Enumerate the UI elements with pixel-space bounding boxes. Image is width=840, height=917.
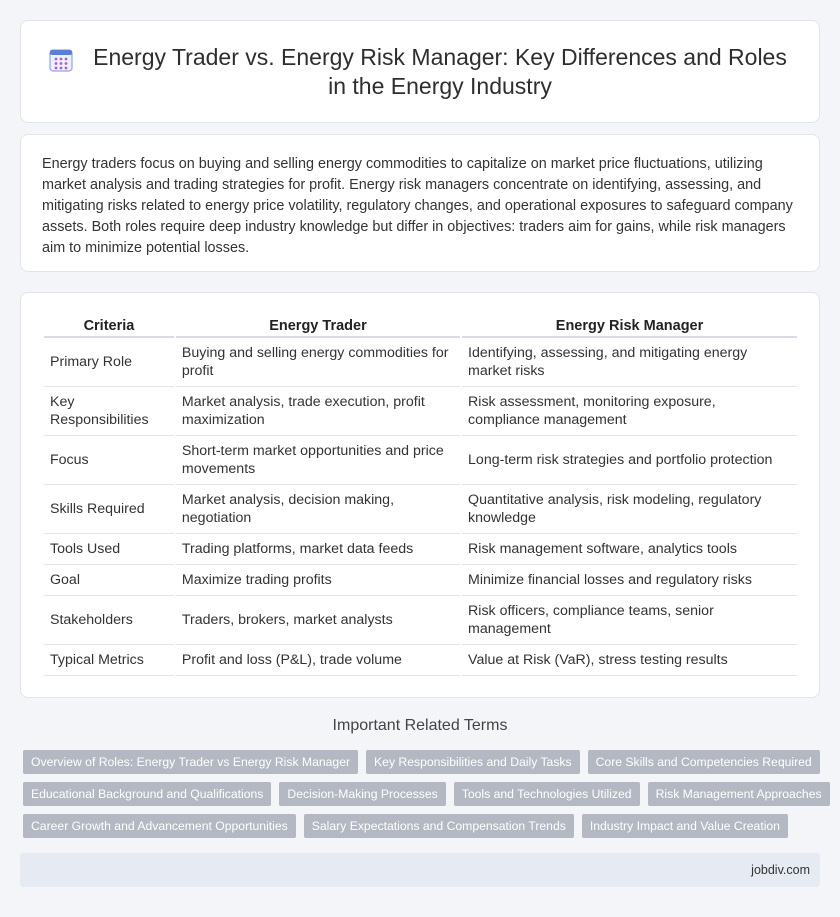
table-row <box>44 436 797 485</box>
table-cell: Identifying, assessing, and mitigating energy market risks <box>462 338 797 387</box>
related-terms-tags <box>23 750 823 846</box>
tag-row <box>23 782 823 806</box>
intro-text: Energy traders focus on buying and selling energy commodities to capitalize on market price fluctuations, utilizing market analysis and trading strategies for profit. Energy risk managers concentrate on identifying, assessing, and mitigating risks related to energy price volatility, regulatory changes, and operational exposures to safeguard company assets. Both roles require deep industry knowledge but differ in objectives: traders aim for gains, while risk managers aim to minimize potential losses. <box>42 156 793 256</box>
related-term-tag[interactable]: Key Responsibilities and Daily Tasks <box>366 750 580 774</box>
table-cell: Short-term market opportunities and price movements <box>176 436 460 485</box>
table-cell: Goal <box>44 565 174 596</box>
title-card <box>20 20 820 123</box>
table-cell: Risk assessment, monitoring exposure, compliance management <box>462 387 797 436</box>
table-cell: Focus <box>44 436 174 485</box>
comparison-table-card <box>20 292 820 698</box>
table-row <box>44 338 797 387</box>
related-term-tag[interactable]: Overview of Roles: Energy Trader vs Energy Risk Manager <box>23 750 358 774</box>
table-cell: Stakeholders <box>44 596 174 645</box>
table-cell: Skills Required <box>44 485 174 534</box>
table-cell: Maximize trading profits <box>176 565 460 596</box>
page-title: Energy Trader vs. Energy Risk Manager: Key Differences and Roles in the Energy Industry <box>93 43 787 99</box>
related-term-tag[interactable]: Risk Management Approaches <box>648 782 830 806</box>
table-cell: Value at Risk (VaR), stress testing results <box>462 645 797 676</box>
table-cell: Long-term risk strategies and portfolio protection <box>462 436 797 485</box>
table-cell: Market analysis, trade execution, profit maximization <box>176 387 460 436</box>
table-row <box>44 565 797 596</box>
table-cell: Primary Role <box>44 338 174 387</box>
table-row <box>44 596 797 645</box>
table-cell: Risk officers, compliance teams, senior management <box>462 596 797 645</box>
related-term-tag[interactable]: Educational Background and Qualifications <box>23 782 271 806</box>
table-cell: Market analysis, decision making, negotiation <box>176 485 460 534</box>
table-cell: Risk management software, analytics tools <box>462 534 797 565</box>
table-cell: Buying and selling energy commodities for profit <box>176 338 460 387</box>
related-term-tag[interactable]: Tools and Technologies Utilized <box>454 782 640 806</box>
table-cell: Tools Used <box>44 534 174 565</box>
related-term-tag[interactable]: Salary Expectations and Compensation Trends <box>304 814 574 838</box>
table-cell: Trading platforms, market data feeds <box>176 534 460 565</box>
tag-row <box>23 814 823 838</box>
table-row <box>44 534 797 565</box>
intro-card <box>20 134 820 272</box>
header-energy-trader: Energy Trader <box>176 306 460 338</box>
related-term-tag[interactable]: Career Growth and Advancement Opportunities <box>23 814 296 838</box>
table-row <box>44 485 797 534</box>
footer-site-link[interactable]: jobdiv.com <box>751 863 810 877</box>
footer <box>20 853 820 887</box>
table-row <box>44 645 797 676</box>
table-cell: Typical Metrics <box>44 645 174 676</box>
table-cell: Profit and loss (P&L), trade volume <box>176 645 460 676</box>
related-terms-title: Important Related Terms <box>332 717 508 734</box>
table-cell: Minimize financial losses and regulatory risks <box>462 565 797 596</box>
table-cell: Key Responsibilities <box>44 387 174 436</box>
table-cell: Traders, brokers, market analysts <box>176 596 460 645</box>
table-cell: Quantitative analysis, risk modeling, regulatory knowledge <box>462 485 797 534</box>
related-term-tag[interactable]: Decision-Making Processes <box>279 782 445 806</box>
related-term-tag[interactable]: Core Skills and Competencies Required <box>588 750 820 774</box>
header-energy-risk-manager: Energy Risk Manager <box>462 306 797 338</box>
table-row <box>44 387 797 436</box>
related-term-tag[interactable]: Industry Impact and Value Creation <box>582 814 788 838</box>
tag-row <box>23 750 823 774</box>
header-criteria: Criteria <box>44 306 174 338</box>
comparison-table <box>42 306 799 676</box>
